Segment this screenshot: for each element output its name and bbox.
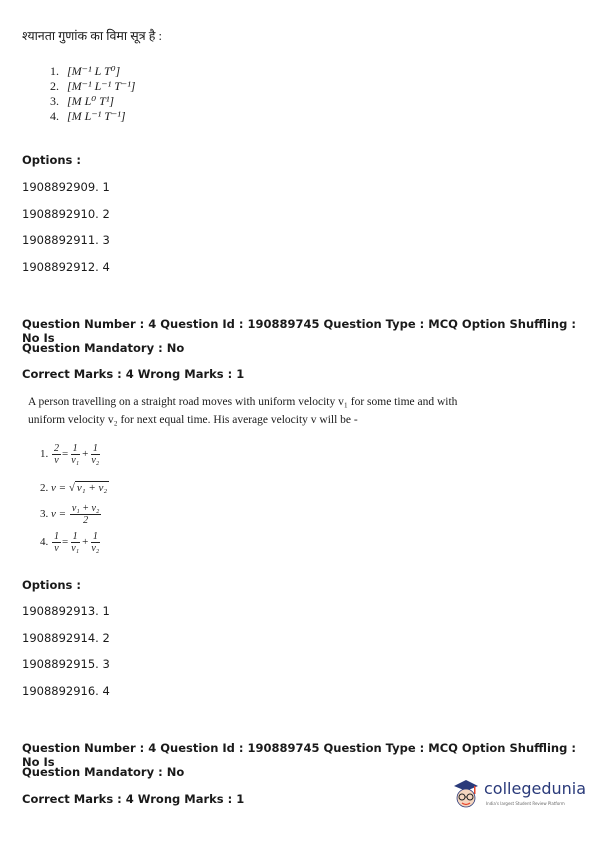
logo-tagline: India's largest Student Review Platform [486,801,565,806]
question-1-choices [50,64,135,124]
mascot-icon [450,778,482,812]
option-row: 1908892916. 4 [22,684,110,698]
question-2-line-2: uniform velocity v₂ for next equal time. His average velocity v will be - [28,414,358,426]
choice-1: 1. [M⁻¹ L T⁰] [50,64,121,78]
option-row: 1908892912. 4 [22,260,110,274]
collegedunia-logo[interactable] [450,776,585,816]
option-row: 1908892909. 1 [22,180,110,194]
choice-3: 3. v = $\frac{\text{v₁ + v₂}}{2}$ [40,503,100,526]
question-mandatory: Question Mandatory : No [22,765,185,779]
option-row: 1908892915. 3 [22,657,110,671]
choice-1: 1. $\frac{2}{v}$ = $\frac{1}{\text{v₁}}$ + $\frac{1}{\text{v₂}}$ [40,443,100,466]
choice-4: 4. $\frac{1}{v}$ = $\frac{1}{\text{v₁}}$ + $\frac{1}{\text{v₂}}$ [40,531,100,554]
choice-4: 4. [M L⁻¹ T⁻¹] [50,109,126,123]
question-2-line-1: A person travelling on a straight road moves with uniform velocity v₁ for some time and with [28,396,458,408]
marks-info: Correct Marks : 4 Wrong Marks : 1 [22,367,245,381]
option-row: 1908892910. 2 [22,207,110,221]
question-header: Question Number : 4 Question Id : 190889745 Question Type : MCQ Option Shuffling : No Is [22,317,576,345]
option-row: 1908892913. 1 [22,604,110,618]
marks-info: Correct Marks : 4 Wrong Marks : 1 [22,792,245,806]
option-row: 1908892911. 3 [22,233,110,247]
options-label: Options : [22,578,81,592]
choice-3: 3. [M L⁰ T¹] [50,94,115,108]
options-label: Options : [22,153,81,167]
logo-wordmark: collegedunia [484,779,587,798]
question-header: Question Number : 4 Question Id : 190889745 Question Type : MCQ Option Shuffling : No Is [22,741,576,769]
choice-2: 2. [M⁻¹ L⁻¹ T⁻¹] [50,79,136,93]
question-mandatory: Question Mandatory : No [22,341,185,355]
choice-2: 2. v = √ v₁ + v₂ [40,482,108,494]
question-1-text: श्यानता गुणांक का विमा सूत्र है : [22,29,162,43]
option-row: 1908892914. 2 [22,631,110,645]
